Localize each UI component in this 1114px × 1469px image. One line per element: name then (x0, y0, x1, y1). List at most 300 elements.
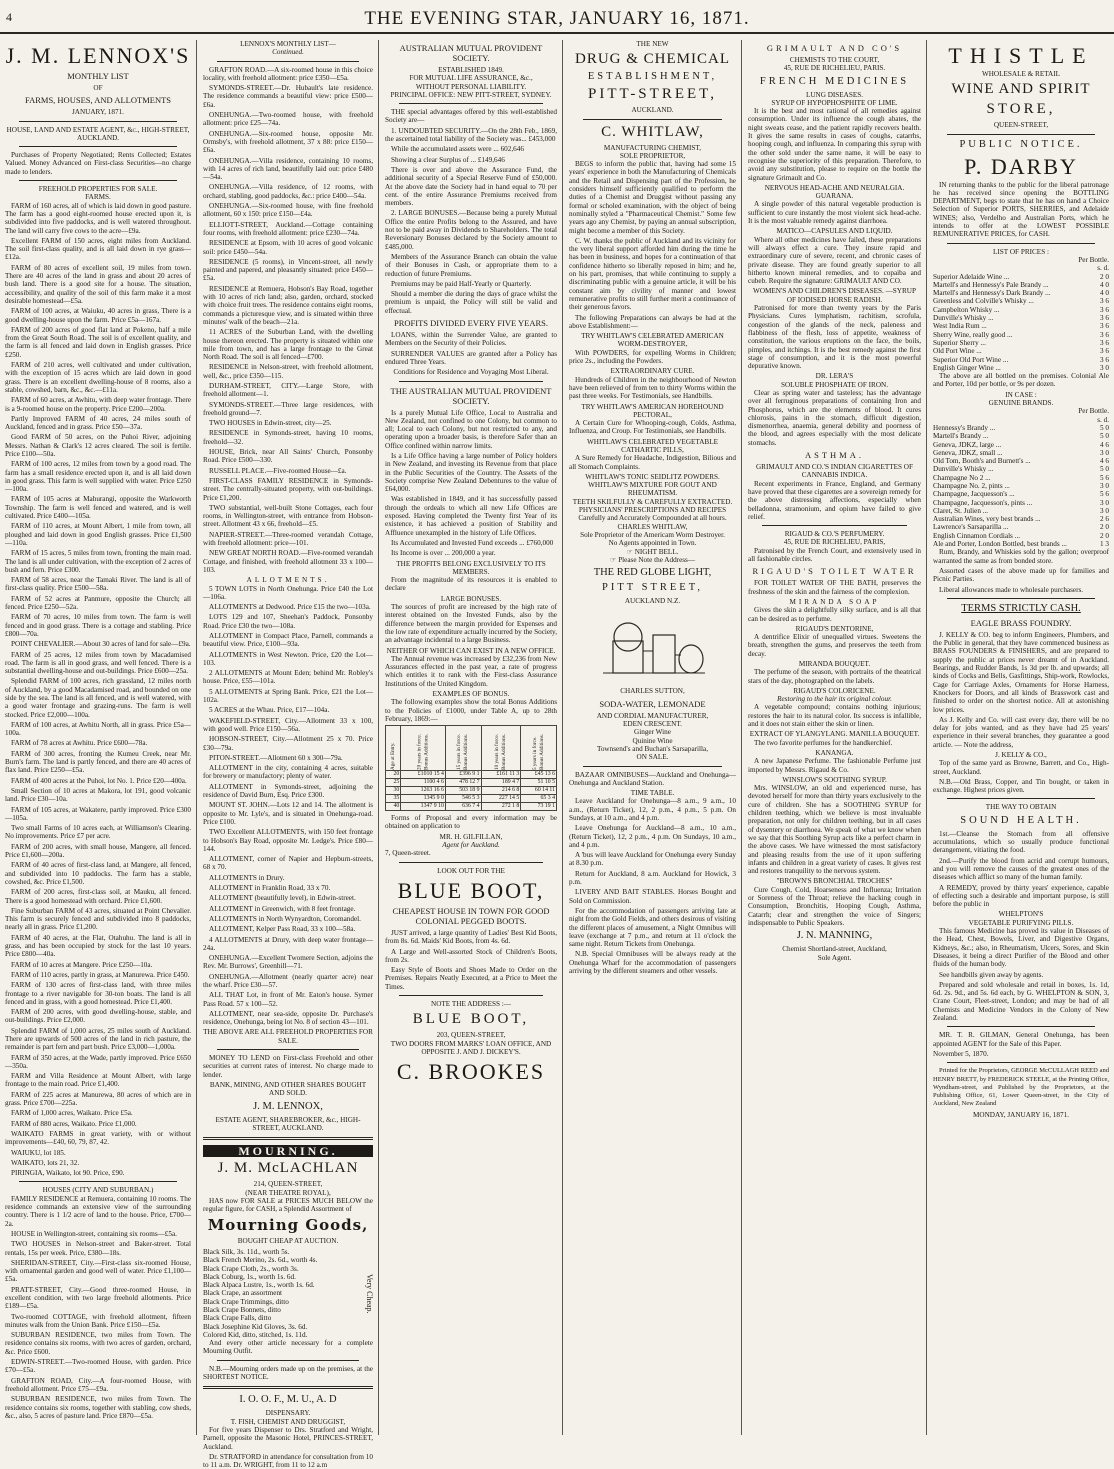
iof-name: T. FISH, CHEMIST AND DRUGGIST, (230, 1417, 346, 1426)
bonus-table-header: 5 years in force. Bonus Additions. (521, 726, 557, 771)
amp-fund2: Its Income is over ... 200,000 a year. (391, 549, 496, 558)
bazaar-omnibuses: BAZAAR OMNIBUSES—Auckland and Onehunga—Onehunga and Auckland Station. (569, 770, 736, 787)
red-globe: THE RED GLOBE LIGHT, (593, 567, 712, 579)
mourning-items (203, 1248, 362, 1339)
price-row (933, 432, 1109, 440)
price-value: 3 0 (1100, 506, 1109, 515)
column-2 (198, 40, 379, 1469)
price-label: Campbelton Whisky ... (933, 305, 1000, 314)
rigaud-text: Patronised by the French Court, and extensively used in all fashionable circles. (748, 546, 921, 564)
allotment-listing: 5 ALLOTMENTS at Spring Bank. Price, £21 the Lot—102a. (203, 687, 373, 705)
bonus-table-cell: 478 12 7 (445, 779, 481, 787)
farm-listing: FARM of 350 acres, at the Wade, partly improved. Price £650—350a. (5, 1053, 191, 1070)
property-listing: RESIDENCE in Nelson-street, with freehold allotment, well, &c., price £350—115. (203, 363, 373, 380)
in-case: IN CASE : (1005, 390, 1037, 399)
mourning-item: Black French Merino, 2s. 6d., worth 4s. (203, 1256, 318, 1265)
price-value: 2 6 (1100, 515, 1109, 524)
price-label: Geneva, JDKZ, large ... (933, 440, 1002, 449)
thistle-heading: THISTLE (948, 43, 1094, 68)
price-value: 3 6 (1100, 338, 1109, 347)
amp-intro: THE special advantages offered by this well-established Society are— (385, 108, 557, 125)
price-label: Dunville's Whisky ... (933, 314, 994, 323)
lennox-sign-addr: ESTATE AGENT, SHAREBROKER, &c., HIGH-STREET, AUCKLAND. (215, 1115, 361, 1132)
price-row (933, 465, 1109, 473)
dentorine-text: A dentrifice Elixir of unequalled virtues. Sweetens the breath, strengthen the gums, and preserves the teeth from decay. (748, 633, 921, 658)
farms-heading: FARMS. (85, 193, 111, 202)
farm-listing: FARM of 52 acres at Panmure, opposite the Church; all fenced. Price £250—52a. (5, 594, 191, 612)
allotment-listing: ALLOTMENT, Kelper Pass Road, 33 x 100—58a. (209, 925, 356, 934)
column-5 (743, 40, 927, 1435)
farm-listing: FARM of 100 acres, at Awhitu North, all in grass. Price £5a—100a. (5, 720, 191, 738)
bonus-table-row (386, 771, 557, 779)
farm-listing: WAIUKU, lot 185. (11, 1148, 66, 1157)
bonus-table-cell: 272 1 8 (481, 803, 521, 811)
toilet-text: FOR TOILET WATER OF THE BATH, preserves the freshness of the skin and the fairness of the complexion. (748, 579, 921, 596)
sole-prop: SOLE PROPRIETOR, (619, 151, 686, 160)
teeth: TEETH SKILFULLY & CAREFULLY EXTRACTED. (572, 497, 733, 506)
blue-boot-text3: Easy Style of Boots and Shoes Made to Order on the Premises. Repairs Neatly Executed, at a Price to Meet the Times. (385, 966, 557, 991)
mourning-item: Black Crape, an assortment (203, 1289, 283, 1298)
price-label: Martell's and Hennessy's Pale Brandy ... (933, 280, 1049, 289)
seidlitz: WHITLAW'S TONIC SEIDLITZ POWDERS. (585, 472, 720, 481)
freehold-heading: FREEHOLD PROPERTIES FOR SALE. (38, 185, 158, 194)
houses-continued-list (203, 66, 373, 575)
price-row (933, 297, 1109, 305)
lennox-of: OF (93, 84, 103, 92)
allotment-listing: ALLOTMENT in Franklin Road, 33 x 70. (209, 884, 331, 893)
lung-diseases: LUNG DISEASES. (805, 90, 864, 99)
lennox-sign-name: J. M. LENNOX, (253, 1100, 323, 1112)
matico-text: Where all other medicines have failed, these preparations will always effect a cure. They insure rapid and extraordinary cure of severe, recent, and chronic cases of private disease. They are found greatly superior to all hitherto known mineral remedies, and to copaiba and cubeb. Require the signature: GRIMAULT AND CO. (748, 235, 921, 286)
pointing-hand-icon: ☞ (626, 547, 635, 556)
store: STORE, (986, 101, 1056, 118)
allotment-listing: MOUNT ST. JOHN.—Lots 12 and 14. The allotment is opposite to Mr. Lyle's, and is situated in Onehunga-road. Price £100. (203, 801, 373, 826)
night-bell-text: NIGHT BELL. (634, 547, 679, 556)
printed-by: Printed for the Proprietors, GEORGE McCULLAGH REED and HENRY BRETT, by FREDERICK STEELE, at the Printing Office, Wyndham-street, and Published by the Proprietors, at the Publishing Office, 61, Lower Queen-street, in the City of Auckland, New Zealand (933, 1067, 1109, 1108)
price-value: 2 0 (1100, 272, 1109, 281)
farm-listing: FARM and Villa Residence at Mount Albert, with large frontage to the main road. Price £1,400. (5, 1072, 191, 1089)
farm-listing: FARM of 25 acres, 12 miles from town by Macadamised road. The farm is all in good grass, and well fenced. There is a substantial dwelling-house and out-buildings. Price £600—25a. (5, 650, 191, 676)
mourning-item: Black Coburg, 1s., worth 1s. 6d. (203, 1272, 296, 1281)
price-value: 3 0 (1100, 498, 1109, 507)
mourning-item: Black Crape Trimmings, ditto (203, 1297, 289, 1306)
bonus-table-cell: 1347 9 10 (401, 803, 446, 811)
price-row (933, 474, 1109, 482)
iof-heading: I. O. O. F., M. U., A. D (239, 1394, 337, 1406)
property-listing: ONEHUNGA.—Six-roomed house, opposite Mr. Ormsby's, with freehold allotment, 37 x 88: price £150—£6a. (203, 129, 373, 155)
price-label: Geneva, JDKZ, small ... (933, 448, 1003, 457)
price-value: 3 6 (1100, 297, 1109, 306)
property-listing: ONEHUNGA.—Villa residence, of 12 rooms, with orchard, stabling, good paddocks, &c.: price £400—54a. (203, 183, 373, 200)
tt5: LIVERY AND BAIT STABLES. Horses Bought and Sold on Commission. (569, 888, 736, 905)
allotment-listing: 4 ALLOTMENTS at Drury, with deep water frontage—24a. (203, 935, 373, 952)
physicians: PHYSICIANS' PRESCRIPTIONS AND RECIPES (578, 506, 727, 515)
price-row (933, 281, 1109, 289)
amp-q3: Was established in 1849, and it has successfully passed through the ordeals to which all new Life Offices are exposed. Having completed the Twenty first Year of its existence, it has achieved a position of Stability and Affluence unexampled in the history of Life Offices. (385, 495, 557, 537)
price-value: 5 6 (1100, 490, 1109, 499)
amp-magnitude: From the magnitude of its resources it is enabled to declare (385, 576, 557, 593)
allotment-listing: ALLOTMENT, corner of Napier and Hepburn-streets, 68 x 70. (203, 855, 373, 872)
no-agents: No Agents appointed in Town. (608, 539, 697, 548)
cathartic-text: A Sure Remedy for Headache, Indigestion, Bilious and all Stomach Complaints. (569, 454, 736, 471)
house-listing: Two-roomed COTTAGE, with freehold allotment, fifteen minutes walk from the Union Bank. Price £150—£5a. (5, 1312, 191, 1329)
price-label: Superior Sherry ... (933, 338, 986, 347)
darby-name: P. DARBY (964, 153, 1078, 179)
red-globe-pitt: PITT STREET, (602, 582, 703, 594)
case-price-list (933, 424, 1109, 548)
price-label: Hennessy's Brandy ... (933, 423, 996, 432)
price-label: Superior Adelaide Wine ... (933, 272, 1010, 281)
gilman-date: November 5, 1870. (933, 1049, 989, 1058)
price-label: Champagne, Jacquesson's, pints ... (933, 498, 1033, 507)
farm-listing: Splendid FARM of 100 acres, rich grassland, 12 miles north of Auckland, by a good Macadamised road, and bounded on one side by the sea. The land is all fenced, and is well watered, with a good water frontage and grazing-runs. The farm is well stocked. Price £2,000—100a. (5, 677, 191, 719)
mourning-banner: MOURNING. (203, 1145, 373, 1157)
rum-text: Rum, Brandy, and Whiskies sold by the gallon; overproof warranted the same as from bonded store. (933, 548, 1109, 565)
allotment-listing: 5 ACRES at the Whau. Price, £17—104a. (209, 706, 330, 715)
amp-p2: 2. LARGE BONUSES.—Because being a purely Mutual Office the entire Profits belong to the Assured, and have not to be paid away in Dividends to Shareholders. The total Reversionary Bonuses declared by the Society amount to £485,000. (385, 209, 557, 251)
price-label: West India Rum ... (933, 322, 987, 331)
extra-cure-text: Hundreds of Children in the neighbourhood of Newton have been relieved of from ten to thirty Worms within the past three weeks. For Testimonials, see Handbills. (569, 375, 736, 401)
amp-without: WITHOUT PERSONAL LIABILITY. (415, 82, 527, 91)
allotment-listing: ALLOTMENTS at Dedwood. Price £15 the two—103a. (209, 603, 371, 612)
money-lend: MONEY TO LEND on First-class Freehold and other securities at current rates of interest. No charge made to lender. (203, 1054, 373, 1079)
price-row (933, 331, 1109, 339)
grimault-addr: 45, RUE DE RICHELIEU, PARIS. (783, 64, 886, 73)
allotment-listing: LOTS 129 and 107, Sheehan's Paddock, Ponsonby Road. Price £30 the two—108a. (203, 613, 373, 630)
property-listing: RESIDENCE (5 rooms), in Vincent-street, all newly painted and papered, and pleasantly situated: price £450—£5a. (203, 257, 373, 283)
column-3 (380, 40, 563, 1435)
please-note-text: Please Note the Address— (618, 555, 696, 564)
allotment-listing: 2 ALLOTMENTS at Mount Eden; behind Mr. Robley's house. Price, £55—101a. (203, 669, 373, 686)
price-row (933, 457, 1109, 465)
tt7: N.B. Special Omnibuses will be always ready at the Onehunga Wharf for the accommodation of passengers arriving by the different steamers and other vessels. (569, 950, 736, 976)
red-globe-auck: AUCKLAND N.Z. (624, 597, 681, 606)
price-value: 2 0 (1100, 523, 1109, 532)
page-number: 4 (6, 10, 12, 24)
farm-listing: FARM of 880 acres, Waikato. Price £1,000. (11, 1119, 137, 1128)
bonus-table-row (386, 795, 557, 803)
farm-listing: Good FARM of 50 acres, on the Puhoi River, adjoining Messrs. Nathan & Clark's 12 acres cleared. The soil is fertile. Price £100—50a. (5, 433, 191, 458)
women-children-heading: WOMEN'S AND CHILDREN'S DISEASES. —SYRUP OF IODISED HORSE RADISH. (753, 287, 916, 304)
way-to-obtain: THE WAY TO OBTAIN (985, 803, 1057, 812)
lennox-agent: HOUSE, LAND AND ESTATE AGENT, &c., HIGH-STREET, AUCKLAND. (6, 125, 190, 142)
property-listing: HOUSE, Brick, near All Saints' Church, Ponsonby Road. Price £500—330. (203, 448, 373, 465)
lera-heading-2: SOLUBLE PHOSPHATE OF IRON. (780, 380, 889, 389)
property-listing: FIRST-CLASS FAMILY RESIDENCE in Symonds-street. The centrally-situated property, with out-buildings. Price £1,200. (203, 476, 373, 502)
allotment-listing: ALLOTMENTS in Drury. (209, 873, 285, 882)
amp-exclusive: THE PROFITS BELONG EXCLUSIVELY TO ITS MEMBERS. (396, 559, 546, 576)
try-horehound: TRY WHITLAW'S AMERICAN HOREHOUND PECTORAL, (581, 402, 724, 419)
price-label: Martell's and Hennessy's Dark Brandy ... (933, 289, 1051, 298)
house-listing: PRATT-STREET, City.—Good three-roomed House, in excellent condition, with two large freehold allotments. Price £189—£5a. (5, 1285, 191, 1311)
women-children-text: Patronised for more than twenty years by the Paris Physicians. Cures lymphatism, rachitism, scrofula, congestion of the glands of the neck, paleness and flabbiness of the flesh, loss of appetite, weakness of constitution, the various eruptions on the face, the boils, pimples, and itchings. It is the best remedy against the first stage of consumption, and it is the most powerful depurative known. (748, 304, 921, 371)
farm-listing: FARM of 10 acres at Mangere. Price £250—10a. (11, 960, 153, 969)
bonus-table (385, 725, 557, 811)
bonus-table-cell: 73 19 1 (521, 803, 557, 811)
farm-listing: FARM of 100 acres, 12 miles from town by a good road. The farm has a small residence erected upon it, and is all laid down in good grass. This farm is well supplied with water. Price £250—100a. (5, 460, 191, 494)
column-6 (928, 40, 1114, 1435)
mclachlan-text: HAS now FOR SALE at PRICES MUCH BELOW the regular figure, for CASH, a Splendid Assortment of (203, 1197, 373, 1214)
allotment-listing: ALLOTMENTS in North Wynyardton, Coromandel. (209, 914, 361, 923)
blue-boot-2-addr2: TWO DOORS FROM MARKS' LOAN OFFICE, AND OPPOSITE J. AND J. DICKEY'S. (390, 1039, 552, 1056)
price-label: English Ginger Wine ... (933, 363, 1001, 372)
blue-boot-text: JUST arrived, a large quantity of Ladies' Best Kid Boots, from 8s. 6d. Maids' Kid Boots, from 4s. 6d. (385, 928, 557, 946)
amp-neither: NEITHER OF WHICH CAN EXIST IN A NEW OFFICE. (386, 646, 556, 655)
price-value: 3 0 (1100, 448, 1109, 457)
eagle-text: J. KELLY & CO. beg to inform Engineers, Plumbers, and the Public in general, that they have commenced business as BRASS FOUNDERS & FINISHERS, and are prepared to supply the public at prices never dreamt of in Auckland. Bearings, and Rudder Bands, 1s 3d per lb. and upwards; all kinds of Cocks and Bells, Gasfittings, Ship-work, Rowlocks, Cage for Carriage Axles, Ornaments for Horse Harness, Knockers for Doors, and all kinds of Brasswork cast and finished to order on the shortest notice. All at astonishing low prices. (933, 630, 1109, 714)
allotment-listing: TWO Excellent ALLOTMENTS, with 150 feet frontage to Hobson's Bay Road, opposite Mr. Ledge's. Price £80—144. (203, 828, 373, 853)
allotment-listing: 5 TOWN LOTS in North Onehunga. Price £40 the Lot—106a. (203, 584, 373, 601)
blue-boot-heading: BLUE BOOT, (397, 877, 545, 903)
rigaud-addr: 45, RUE DE RICHELIEU, PARIS, (783, 538, 886, 547)
blue-boot-2: BLUE BOOT, (412, 1011, 530, 1028)
mourning-item: Black Crape Bonnets, ditto (203, 1306, 281, 1314)
farm-listing: FARM of 225 acres at Manurewa, 80 acres of which are in grass. Price £700—225a. (5, 1090, 191, 1108)
price-row (933, 540, 1109, 548)
tt2: Leave Onehunga for Auckland—8 a.m., 10 a.m., (Return Ticket), 12, 2 p.m., 4 p.m. On Sundays, 10 a.m., and 4 p.m. (569, 824, 736, 849)
miranda-soap: MIRANDA SOAP (789, 597, 880, 606)
amp-annual: The Annual revenue was increased by £32,236 from New Assurances effected in the past year, a rate of progress which entitles it to rank with the First-class Assurance Institutions of the United Kingdom. (385, 654, 557, 688)
above-text: The above are all bottled on the premises. Colonial Ale and Porter, 10d per bottle, or 9s per dozen. (933, 372, 1109, 389)
farm-listing: WAIKATO, lots 21, 32. (11, 1158, 80, 1167)
nervous-heading: NERVOUS HEAD-ACHE AND NEURALGIA. (764, 183, 905, 192)
iof-text2: Dr. STRATFORD in attendance for consultation from 10 to 11 a.m. Dr. WRIGHT, from 11 to 12 a.m (203, 1452, 373, 1469)
price-row (933, 507, 1109, 515)
farm-listing: POINT CHEVALIER.—About 30 acres of land for sale—£9a. (11, 640, 191, 649)
price-row (933, 314, 1109, 322)
price-value: 3 6 (1100, 355, 1109, 364)
whelpton-text3: Prepared and sold wholesale and retail in boxes, 1s. 1d, 6d. 2s. 9d., and 5s. 6d each, by G. WHELPTON & SON, 3, Crane Court, Fleet-street, London; and may be had of all Chemists and Medicine Vendors in the Colony of New Zealand. (933, 980, 1109, 1023)
farm-listing: FARM of 1,000 acres, Waikato. Price £5a. (11, 1109, 133, 1118)
asthma-sub: GRIMAULT AND CO.'S INDIAN CIGARETTES OF CANNABIS INDICA. (755, 463, 914, 480)
farm-listing: FARM of 200 acres of good flat land at Pokeno, half a mile from the Great South Road. The soil is of excellent quality, and the farm is all fenced and laid down in English grasses. Price £250. (5, 325, 191, 359)
farm-listing: FARM of 200 acres, with small house, Mangere, all fenced. Price £1,600—200a. (5, 842, 191, 860)
gout: WHITLAW'S MIXTURE FOR GOUT AND RHEUMATISM. (588, 481, 717, 498)
manning-text2: Sole Agent. (817, 953, 852, 962)
sound-health: SOUND HEALTH. (960, 814, 1082, 826)
bonus-table-row (386, 779, 557, 787)
price-row (933, 441, 1109, 449)
liberal-text: Liberal allowances made to wholesale purchasers. (939, 585, 1084, 594)
farm-listing: FARM of 100 acres, at Waiuku, 40 acres in grass, There is a good dwelling-house upon the farm. Price £5a—167a. (5, 307, 191, 324)
bonus-table-cell: 30 (386, 787, 401, 795)
list-continued-sub: Continued. (272, 48, 304, 57)
price-row (933, 490, 1109, 498)
amp-heading-2: THE AUSTRALIAN MUTUAL PROVIDENT SOCIETY. (390, 385, 552, 406)
farm-listing: PIRINGIA, Waikato, lot 90. Price, £90. (11, 1169, 125, 1178)
bonus-table-cell: 40 (386, 803, 401, 811)
amp-examples-text: The following examples show the total Bonus Additions to the Policies of £1000, under Table A, up to 28th February, 1869:— (385, 698, 557, 723)
amp-sources: The sources of profit are increased by the high rate of interest obtained on the Invested Funds, also by the difference between the margin provided for Expenses and the low rate of expenditure actually incurred by the Society, an advantage incidental to a large Business. (385, 603, 557, 645)
mourning-goods: Mourning Goods, (207, 1215, 369, 1234)
iof-text: For five years Dispenser to Drs. Stratford and Wright, Parnell, opposite the Masonic Hotel, PRINCES-STREET, Auckland. (203, 1425, 373, 1451)
bonus-table-header: 10 years in force. Bonus Additions. (481, 726, 521, 771)
queen-street: QUEEN-STREET, (993, 121, 1049, 130)
price-label: Australian Wines, very best brands ... (933, 515, 1041, 524)
list-of-prices: LIST OF PRICES : (993, 247, 1049, 256)
house-listing: FAMILY RESIDENCE at Remuera, containing 10 rooms. The residence commands an extensive view of the surrounding country. There is 1 1/2 acre of land to the house. Price, £700—2a. (5, 1194, 191, 1228)
monday-date: MONDAY, JANUARY 16, 1871. (973, 1110, 1069, 1119)
price-value: 3 6 (1100, 347, 1109, 356)
sarsaparilla: Townsend's and Buchan's Sarsaparilla, (596, 744, 709, 753)
price-label: Superior Old Port Wine ... (933, 355, 1009, 364)
bonus-table-cell: £1010 15 4 (401, 771, 446, 779)
amp-agent: MR. H. GILFILLAN, (439, 832, 503, 841)
lera-heading: DR. LERA'S (815, 372, 854, 381)
bonus-table-cell: 20 (386, 771, 401, 779)
mourning-item: Black Alpaca Lustre, 1s., worth 1s. 6d. (203, 1281, 315, 1290)
lennox-subheading: MONTHLY LIST (67, 71, 129, 81)
mourning-item: Black Crape Cloth, 2s., worth 3s. (203, 1264, 299, 1273)
whelpton-text2: See handbills given away by agents. (939, 970, 1044, 979)
price-label: Champagne No. 2, pints ... (933, 481, 1010, 490)
farm-listing: FARM of 300 acres, fronting the Kumeu Creek, near Mr. Burn's farm. The land is partly fenced, and there are 40 acres of flax land. Price £250—£5a. (5, 749, 191, 775)
bonus-table-row (386, 803, 557, 811)
mourning-foot: And every other article necessary for a complete Mourning Outfit. (203, 1339, 373, 1356)
physicians-text: Carefully and Accurately Compounded at all hours. (578, 514, 727, 523)
try-worm: TRY WHITLAW'S CELEBRATED AMERICAN WORM-DESTROYER, (581, 332, 724, 349)
kelly-text: Top of the same yard as Browne, Barrett, and Co., High-street, Auckland. (933, 759, 1109, 776)
price-row (933, 449, 1109, 457)
price-label: English Cinnamon Cordials ... (933, 531, 1021, 540)
asthma-text: Recent experiments in France, England, and Germany have proved that these cigarettes are a sovereign remedy for the above distressing affections, especially when belladonna, stramonium, and opium have failed to give relief. (748, 479, 921, 521)
soda-water: SODA-WATER, LEMONADE (599, 698, 706, 709)
lookout-heading: LOOK OUT FOR THE (437, 866, 505, 875)
brookes-name: C. BROOKES (396, 1059, 546, 1085)
price-row (933, 499, 1109, 507)
allotment-listing: ALLOTMENTS in West Newton. Price, £20 the Lot—103. (203, 650, 373, 667)
price-row (933, 322, 1109, 330)
price-row (933, 306, 1109, 314)
try-worm-text: With POWDERS, for expelling Worms in Children; price 2s., including the Powders. (569, 348, 736, 366)
price-value: 3 0 (1100, 363, 1109, 372)
sd-label: s. d. (1097, 264, 1109, 273)
bonus-table-cell: 227 14 5 (481, 795, 521, 803)
very-cheap: Very Cheap. (365, 1273, 374, 1314)
wine-spirit: WINE AND SPIRIT (951, 81, 1091, 98)
tt1: Leave Auckland for Onehunga—8 a.m., 9 a.m., 10 a.m., (Return Ticket), 12, 2 p.m., 4 p.m., 5 p.m. On Sundays, at 10 a.m., and 4 p.m. (569, 797, 736, 822)
amp-p1c: Showing a clear Surplus of ... £149,646 (391, 155, 505, 164)
eden-crescent: EDEN CRESCENT. (623, 720, 682, 729)
sd-label-2: s. d. (1097, 415, 1109, 424)
bonus-table-cell: 546 5 3 (445, 795, 481, 803)
property-listing: RESIDENCE at Epsom, with 10 acres of good volcanic soil: price £450—54a. (203, 239, 373, 256)
bonus-table-header: 20 years in force. Bonus Additions. (401, 726, 446, 771)
extra-cure: EXTRAORDINARY CURE. (610, 367, 695, 376)
amp-p1d: There is over and above the Assurance Fund, the additional security of a Special Reserve Fund of £50,000. At the above date the Society had in hand equal to 70 per cent. of the entire Assurance Premiums received from members. (385, 165, 557, 208)
property-listing: ELLIOTT-STREET, Auckland.—Cottage containing four rooms, with freehold allotment: price £230—74a. (203, 220, 373, 237)
lennox-heading: J. M. LENNOX'S (5, 43, 191, 68)
assorted-text: Assorted cases of the above made up for families and Picnic Parties. (933, 566, 1109, 584)
farm-listing: FARM of 200 acres, with good dwelling-house, stable, and out-buildings. Price £2,000. (5, 1008, 191, 1025)
property-listing: NAPIER-STREET.—Three-roomed verandah Cottage, with freehold allotment: price—101. (203, 530, 373, 548)
allotment-listing: ALLOTMENT in Symonds-street, adjoining the residence of David Burn, Esq. Price £300. (203, 782, 373, 800)
asthma-heading: ASTHMA. (804, 450, 865, 461)
gilman-text: MR. T. R. GILMAN, General Onehunga, has been appointed AGENT for the Sale of this Paper. (933, 1031, 1109, 1048)
note-address: NOTE THE ADDRESS :— (431, 1000, 511, 1009)
coloricene-heading: RIGAUD'S COLORICENE. (793, 686, 876, 695)
allotment-listing: ALL THAT Lot, in front of Mr. Eaton's house. Symer Pass Road. 57 x 100—52. (203, 991, 373, 1008)
bonus-table-cell: 51 10 5 (521, 779, 557, 787)
whitlaw-p2: C. W. thanks the public of Auckland and its vicinity for the very liberal support afforded him during the time he has been in business, and hopes for a continuation of that confidence hitherto so liberally reposed in him; and he, on his part, promises, that while continuing to supply a discriminating public with a genuine article, it will be his constant aim by civility of manner and lowest remunerative profits to still further merit a continuance of their generous favors. (569, 236, 736, 312)
syrup-text: It is the best and most rational of all remedies against consumption. Under its influence the cough abates, the night sweats cease, and the patient rapidly recovers health. It gives the same results in cases of coughs, catarrhs, hooping cough, and influenza. In comparing this syrup with the other sold under the same name, it will be easy to recognise the superiority of this preparation. Therefore, to avoid any substitution, please to require on the bottle the signature Grimault and Co. (748, 107, 921, 182)
amp-loans: LOANS, within the Surrender Value, are granted to Members on the Security of their Policies. (385, 331, 557, 348)
sutton-name: CHARLES SUTTON, (620, 687, 685, 696)
price-value: 4 0 (1100, 280, 1109, 289)
bonus-table-cell: £45 13 6 (521, 771, 557, 779)
mfg-chemist: MANUFACTURING CHEMIST, (603, 143, 702, 152)
farm-listing: Excellent FARM of 150 acres, eight miles from Auckland. The soil first-class quality, and is all laid down in rye grass—£12a. (5, 236, 191, 262)
house-listing: EDWIN-STREET.—Two-roomed House, with garden. Price £70—£5a. (5, 1358, 191, 1375)
farm-listing: FARM of 40 acres, at the Flat, Otahuhu. The land is all in grass, and has been occupied by stock for the last 10 years. Price £800—40a. (5, 933, 191, 959)
allotment-listing: ALLOTMENT in Greenwich, with 8 feet frontage. (209, 904, 356, 913)
farm-listing: FARM of 70 acres, 10 miles from town. The farm is well fenced and in good grass. There is a cottage and stabling. Price £800—70a. (5, 613, 191, 638)
amp-fund1: Its Accumulated and Invested Fund exceeds ... £760,000 (391, 538, 554, 547)
time-table: TIME TABLE. (630, 789, 675, 798)
price-row (933, 356, 1109, 364)
lennox-date: JANUARY, 1871. (72, 108, 124, 117)
charles-whitlaw-text: Sole Proprietor of the Americam Worm Destroyer. (580, 530, 725, 539)
farm-listing: FARM of 80 acres of excellent soil, 19 miles from town. There are 40 acres of the land in grass and about 20 acres of bush land. There is a good site for a house. The situation, accessibility, and quality of the soil of this farm make it a most desirable homestead—£5a. (5, 263, 191, 305)
amp-for: FOR MUTUAL LIFE ASSURANCE, &c., (409, 74, 533, 83)
freehold-note: THE ABOVE ARE ALL FREEHOLD PROPERTIES FOR SALE. (203, 1028, 373, 1045)
bonus-table-cell: £161 11 3 (481, 771, 521, 779)
price-list (933, 273, 1109, 373)
whitlaw-name: C. WHITLAW, (601, 123, 704, 140)
property-listing: TWO substantial, well-built Stone Cottages, each four rooms, in Wellington-street, with entrance from Hobson-street. Allotment 43 x 66, freehold—£5. (203, 503, 373, 529)
please-note (569, 556, 736, 564)
bonus-table-cell: 503 18 9 (445, 787, 481, 795)
pointing-hand-icon: ☞ (609, 555, 619, 564)
amp-q1: Is a purely Mutual Life Office, Local to Australia and New Zealand, not confined to one Colony, but common to all; Local to each Colony, but not restricted to any, and operating upon a broader basis, is therefore Safer than an Office confined within narrow limits. (385, 408, 557, 450)
guarana-text: A single powder of this natural vegetable production is sufficient to cure instantly the most violent sick head-ache. It is the most valuable remedy against diarrhoea. (748, 200, 921, 226)
price-value: 3 0 (1100, 481, 1109, 490)
price-row (933, 339, 1109, 347)
price-row (933, 273, 1109, 281)
amp-established: ESTABLISHED 1849. (438, 66, 504, 74)
house-listing: TWO HOUSES in Nelson-street and Baker-street. Total rentals, 15s per week. Price, £380—18s. (5, 1240, 191, 1257)
property-listing: SYMONDS-STREET.—Three large residences, with freehold ground—7. (203, 400, 373, 417)
auckland: AUCKLAND. (631, 106, 674, 115)
coloricene-sub: Restoring to the hair its original colour. (777, 695, 892, 704)
quinine-wine: Quinine Wine (632, 736, 673, 745)
column-4 (564, 40, 742, 1435)
property-listing: ONEHUNGA.—Six-roomed house, with fine freehold allotment, 60 x 150: price £150—£4a. (203, 202, 373, 219)
price-value: 4 0 (1100, 289, 1109, 298)
kananga-heading: KANANGA. (815, 748, 854, 757)
iof-dispensary: DISPENSARY. (265, 1409, 311, 1418)
bonus-table-cell: 65 3 4 (521, 795, 557, 803)
eagle-foundry: EAGLE BRASS FOUNDRY. (970, 617, 1072, 628)
amp-p4: Premiums may be paid Half-Yearly or Quarterly. (391, 279, 532, 288)
price-label: Dunville's Whisky ... (933, 465, 994, 474)
bank-shares: BANK, MINING, AND OTHER SHARES BOUGHT AND SOLD. (209, 1080, 367, 1098)
cordial: AND CORDIAL MANUFACTURER, (596, 711, 709, 720)
allotment-listing: ONEHUNGA.—Allotment (nearly quarter acre) near the wharf. Price £30—57. (203, 972, 373, 989)
price-label: Martell's Brandy ... (933, 432, 989, 441)
whelpton: WHELPTON'S (998, 910, 1044, 919)
property-listing: RESIDENCE at Remuera, Hobson's Bay Road, together with 10 acres of rich land; also, garden, orchard, stocked with choice fruit trees. The residence contains eight rooms, commands a picturesque view, and is situated within three minutes' walk of the beach—21a. (203, 284, 373, 326)
house-listing: SUBURBAN RESIDENCE, two miles from Town. The residence contains six rooms, with two acres of garden, orchard, &c. Price £600. (5, 1331, 191, 1356)
toilet-heading: RIGAUD'S TOILET WATER (752, 566, 917, 577)
amp-p1b: While the accumulated assets were ... 602,646 (391, 145, 524, 154)
bonus-table-cell: 189 4 7 (481, 779, 521, 787)
lera-text: Clear as spring water and tasteless; has the advantage over all ferruginous preparations of containing Iron and Phosphorus, which are the elements of blood. It cures chlorosis, pains in the stomach, difficult digestion, dismenorrhea, anaemia, general debility and poorness of the blood, and agrees especially with the most delicate stomachs. (748, 388, 921, 447)
price-label: Ale and Porter, London Bottled, best brands ... (933, 540, 1067, 549)
farm-listing: FARM of 15 acres, 5 miles from town, fronting the main road. The land is all under cultivation, with the exception of 2 acres of bush and fern. Price £300. (5, 549, 191, 574)
try-horehound-text: A Certain Cure for Whooping-cough, Colds, Asthma, Influenza, and Croup. For Testimonials, see Handbills. (569, 419, 736, 436)
price-label: Greenless and Colville's Whisky ... (933, 297, 1034, 306)
